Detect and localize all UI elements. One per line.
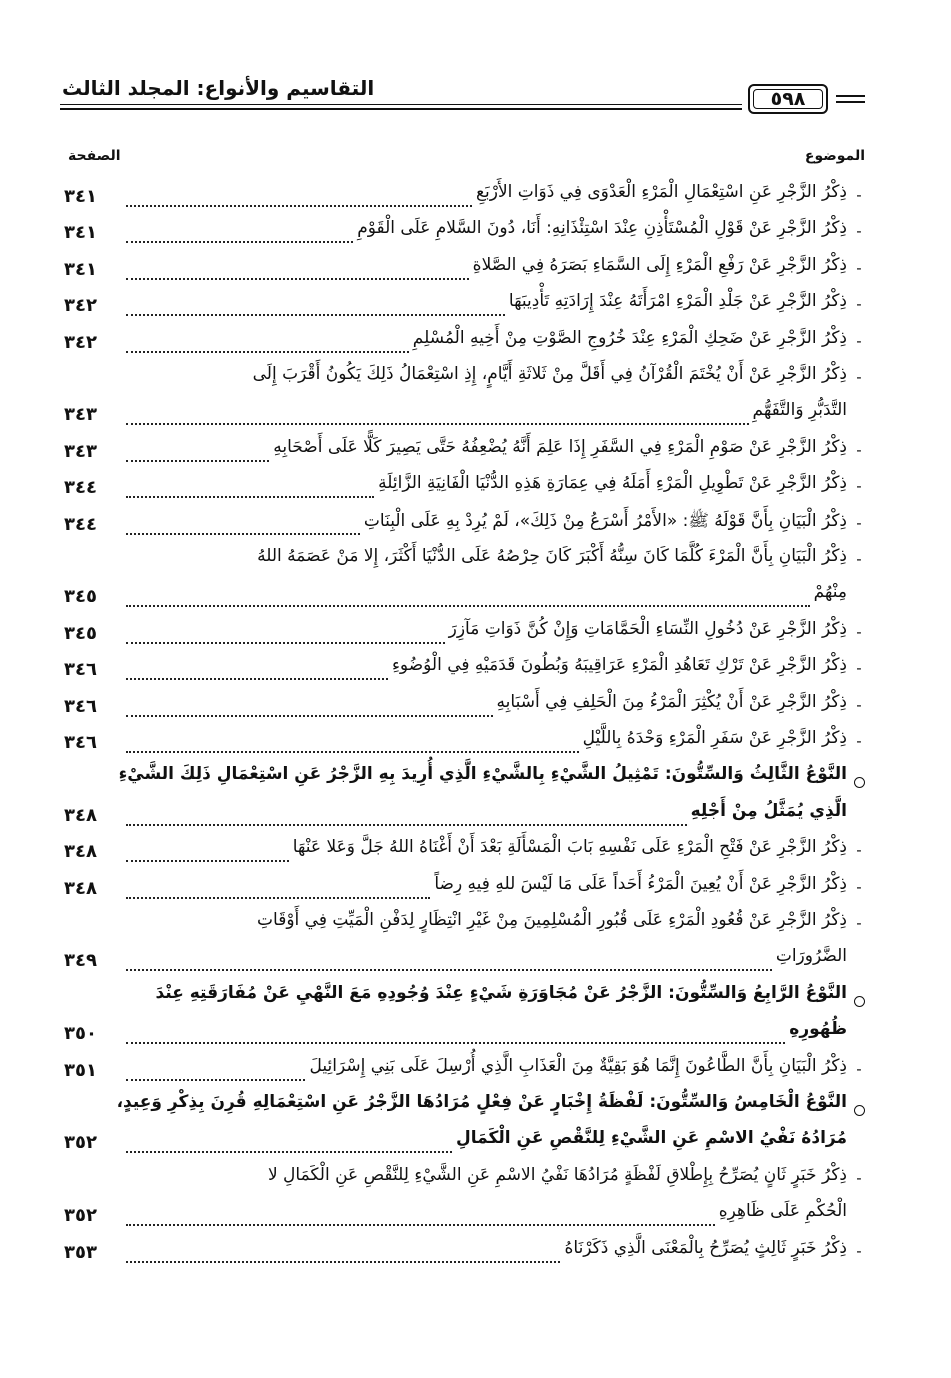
dot-leader xyxy=(126,751,579,753)
toc-entry xyxy=(60,182,865,218)
page-number-box xyxy=(748,84,828,114)
header-ornament-line-1 xyxy=(836,95,865,97)
toc-entry xyxy=(60,328,865,364)
dot-leader xyxy=(126,678,388,680)
entry-text: ذِكْرُ الزَّجْرِ عَنْ ضَحِكِ الْمَرْءِ عِنْدَ خُرُوجِ الصَّوْتِ مِنْ أَخِيهِ الْمُسْلِمِ xyxy=(412,327,847,348)
toc-entry xyxy=(60,1056,865,1092)
dot-leader xyxy=(126,1261,560,1263)
entry-text: ذِكْرُ خَبَرٍ ثَالِثٍ يُصَرِّحُ بِالْمَعْنَى الَّذِي ذَكَرْنَاهُ xyxy=(564,1237,847,1258)
entry-line xyxy=(122,1056,847,1089)
entry-dash-marker: - xyxy=(856,622,862,641)
entry-text: مِنْهُمْ xyxy=(813,582,847,603)
header-rule-thick xyxy=(60,108,742,110)
toc-entry xyxy=(60,837,865,873)
entry-page-number: ٣٥٠ xyxy=(64,1023,97,1045)
dot-leader xyxy=(126,1042,785,1044)
toc-entry xyxy=(60,728,865,764)
entry-line xyxy=(122,1019,847,1052)
column-heading-page: الصفحة xyxy=(68,148,121,164)
page-number: ٥٩٨ xyxy=(770,88,806,110)
dot-leader xyxy=(126,496,374,498)
entry-text: النَّوْعُ الرَّابِعُ وَالسِّتُّونَ: الزَّجْرُ عَنْ مُجَاوَرَةِ شَيْءٍ عِنْدَ وُجُودِهِ مَعَ النَّهْيِ عَنْ مُفَارَقَتِهِ عِنْدَ xyxy=(155,982,847,1003)
entry-dash-marker: - xyxy=(856,440,862,459)
dot-leader xyxy=(126,1151,452,1153)
entry-dash-marker: - xyxy=(856,732,862,750)
entry-text: ذِكْرُ الزَّجْرِ عَنْ أَنْ يُكْثِرَ الْمَرْءُ مِنَ الْحَلِفِ فِي أَسْبَابِهِ xyxy=(496,691,847,712)
entry-text: ذِكْرُ الزَّجْرِ عَنْ صَوْمِ الْمَرْءِ فِي السَّفَرِ إِذَا عَلِمَ أَنَّهُ يُضْعِفُهُ حَتَّى يَصِيرَ كَلًّا عَلَى أَصْحَابِهِ xyxy=(273,436,847,457)
entry-text: ذِكْرُ الزَّجْرِ عَنْ فَتْحِ الْمَرْءِ عَلَى نَفْسِهِ بَابَ الْمَسْأَلَةِ بَعْدَ أَنْ أَغْنَاهُ اللهُ جَلَّ وَعَلا عَنْهَا xyxy=(292,837,847,858)
entry-page-number: ٣٥٢ xyxy=(64,1132,97,1154)
toc-entry xyxy=(60,764,865,837)
running-header xyxy=(60,70,865,112)
entry-dash-marker: - xyxy=(856,914,862,932)
entry-page-number: ٣٤١ xyxy=(64,222,97,244)
entry-dash-marker: - xyxy=(856,477,862,496)
toc-entry xyxy=(60,655,865,691)
entry-line xyxy=(122,619,847,652)
column-heading-topic: الموضوع xyxy=(804,148,865,164)
entry-dash-marker: - xyxy=(856,659,862,678)
header-rule-thin xyxy=(60,104,742,105)
entry-text: ذِكْرُ الزَّجْرِ عَنْ دُخُولِ النِّسَاءِ الْحَمَّامَاتِ وَإِنْ كُنَّ ذَوَاتِ مَآزِرَ xyxy=(448,618,847,639)
dot-leader xyxy=(126,351,409,353)
entry-line xyxy=(60,983,847,1016)
dot-leader xyxy=(126,824,687,826)
dot-leader xyxy=(126,314,505,316)
toc-entry xyxy=(60,473,865,509)
entry-page-number: ٣٤٥ xyxy=(64,622,97,644)
entry-dash-marker: - xyxy=(856,1241,862,1260)
entry-line xyxy=(60,910,847,943)
entry-page-number: ٣٤٢ xyxy=(64,295,97,317)
toc-entry xyxy=(60,510,865,546)
toc-entry xyxy=(60,619,865,655)
entry-text: التَّدَبُّرِ وَالتَّفَهُّمِ xyxy=(752,400,847,421)
entry-text: ذِكْرُ الْبَيَانِ بِأَنَّ الْمَرْءَ كُلَّمَا كَانَ سِنُّهُ أَكْبَرَ كَانَ حِرْصُهُ عَلَى الدُّنْيَا أَكْثَرَ، إِلا مَنْ عَصَمَهُ اللهُ xyxy=(257,546,847,566)
entry-line xyxy=(122,328,847,361)
entry-line xyxy=(122,1201,847,1234)
entry-line xyxy=(122,1128,847,1161)
entry-text: ذِكْرُ الزَّجْرِ عَنْ أَنْ يُعِينَ الْمَرْءُ أَحَداً عَلَى مَا لَيْسَ للهِ فِيهِ رِضاً xyxy=(434,873,847,894)
entry-page-number: ٣٤٢ xyxy=(64,331,97,353)
entry-page-number: ٣٤٦ xyxy=(64,732,97,753)
toc-entry xyxy=(60,364,865,437)
entry-page-number: ٣٥١ xyxy=(64,1059,97,1081)
entry-page-number: ٣٥٢ xyxy=(64,1205,97,1227)
entry-page-number: ٣٤٦ xyxy=(64,659,97,681)
entry-dash-marker: - xyxy=(856,550,862,568)
header-title: التقاسيم والأنواع: المجلد الثالث xyxy=(62,76,375,100)
entry-line xyxy=(122,1238,847,1271)
toc-entry xyxy=(60,874,865,910)
toc-entry xyxy=(60,546,865,619)
entry-line xyxy=(122,437,847,470)
entry-page-number: ٣٤١ xyxy=(64,186,97,207)
dot-leader xyxy=(126,969,772,971)
dot-leader xyxy=(126,860,289,862)
entry-dash-marker: - xyxy=(856,331,862,350)
entry-text: ذِكْرُ الْبَيَانِ بِأَنَّ قَوْلَهُ ﷺ: «الأَمْرُ أَسْرَعُ مِنْ ذَلِكَ»، لَمْ يُرِدْ بِهِ عَلَى الْبِنَاتِ xyxy=(363,510,847,531)
toc-entry xyxy=(60,1092,865,1165)
entry-dash-marker: - xyxy=(856,222,862,241)
entry-text: الْحُكْمِ عَلَى ظَاهِرِهِ xyxy=(718,1201,847,1222)
entry-page-number: ٣٤١ xyxy=(64,258,97,280)
entry-page-number: ٣٤٣ xyxy=(64,404,97,426)
dot-leader xyxy=(126,642,445,644)
entry-line xyxy=(60,1165,847,1198)
entry-text: ذِكْرُ الزَّجْرِ عَنْ تَطْوِيلِ الْمَرْءِ أَمَلَهُ فِي عِمَارَةِ هَذِهِ الدُّنْيَا الْفَانِيَةِ الزَّائِلَةِ xyxy=(378,473,847,494)
entry-text: ذِكْرُ الزَّجْرِ عَنْ رَفْعِ الْمَرْءِ إِلَى السَّمَاءِ بَصَرَهُ فِي الصَّلاةِ xyxy=(472,254,847,275)
toc-entry xyxy=(60,1165,865,1238)
entry-page-number: ٣٤٨ xyxy=(64,841,97,863)
entry-page-number: ٣٤٨ xyxy=(64,804,97,826)
dot-leader xyxy=(126,241,353,243)
dot-leader xyxy=(126,460,269,462)
dot-leader xyxy=(126,715,493,717)
entry-line xyxy=(122,182,847,215)
entry-page-number: ٣٤٦ xyxy=(64,695,97,717)
entry-page-number: ٣٤٩ xyxy=(64,950,97,972)
header-ornament-line-2 xyxy=(836,101,865,103)
entry-line xyxy=(122,801,847,834)
toc-entry xyxy=(60,692,865,728)
entry-line xyxy=(122,837,847,870)
entry-line xyxy=(122,582,847,615)
entry-dash-marker: - xyxy=(856,1059,862,1078)
entry-dash-marker: - xyxy=(856,695,862,714)
dot-leader xyxy=(126,605,810,607)
entry-text: ذِكْرُ الزَّجْرِ عَنْ أَنْ يُخْتَمَ الْقُرْآنُ فِي أَقَلَّ مِنْ ثَلاثَةِ أَيَّامٍ، إِذِ اسْتِعْمَالُ ذَلِكَ يَكُونُ أَقْرَبَ إِلَى xyxy=(252,364,847,384)
entry-dash-marker: - xyxy=(856,295,862,314)
entry-text: ذِكْرُ خَبَرٍ ثَانٍ يُصَرِّحُ بِإِطْلاقِ لَفْظَةٍ مُرَادُهَا نَفْيُ الاسْمِ عَنِ الشَّيْءِ لِلنَّقْصِ عَنِ الْكَمَالِ لا xyxy=(267,1164,847,1185)
entry-text: ذِكْرُ الزَّجْرِ عَنْ جَلْدِ الْمَرْءِ امْرَأَتَهُ عِنْدَ إِرَادَتِهِ تَأْدِيبَهَا xyxy=(508,291,847,312)
dot-leader xyxy=(126,1224,715,1226)
entry-dash-marker: - xyxy=(856,1168,862,1187)
entry-line xyxy=(60,546,847,579)
dot-leader xyxy=(126,1079,305,1081)
entry-line xyxy=(122,400,847,433)
entry-page-number: ٣٥٣ xyxy=(64,1241,97,1263)
entry-text: ذِكْرُ الزَّجْرِ عَنْ قَوْلِ الْمُسْتَأْذِنِ عِنْدَ اسْتِئْذَانِهِ: أَنَا، دُونَ السَّلامِ عَلَى الْقَوْمِ xyxy=(357,218,847,239)
entry-page-number: ٣٤٣ xyxy=(64,440,97,462)
entry-page-number: ٣٤٥ xyxy=(64,586,97,608)
entry-line xyxy=(122,291,847,324)
entry-text: ذِكْرُ الزَّجْرِ عَنِ اسْتِعْمَالِ الْمَرْءِ الْعَدْوَى فِي ذَوَاتِ الأَرْبَعِ xyxy=(475,182,847,202)
entry-line xyxy=(122,692,847,725)
section-circle-icon xyxy=(854,1105,865,1116)
entry-text: الَّذِي يُمَثَّلُ مِنْ أَجْلِهِ xyxy=(690,800,847,821)
section-circle-icon xyxy=(854,996,865,1007)
entry-line xyxy=(122,874,847,907)
entry-line xyxy=(122,728,847,761)
entry-text: ذِكْرُ الزَّجْرِ عَنْ قُعُودِ الْمَرْءِ عَلَى قُبُورِ الْمُسْلِمِينَ مِنْ غَيْرِ انْتِظَارٍ لِدَفْنِ الْمَيِّتِ فِي أَوْقَاتِ xyxy=(257,910,847,930)
entry-line xyxy=(122,946,847,979)
entry-line xyxy=(60,1092,847,1125)
toc-entry xyxy=(60,437,865,473)
entry-text: ذِكْرُ الْبَيَانِ بِأَنَّ الطَّاعُونَ إِنَّمَا هُوَ بَقِيَّةٌ مِنَ الْعَذَابِ الَّذِي أُرْسِلَ عَلَى بَنِي إِسْرَائِيلَ xyxy=(309,1055,847,1076)
entry-page-number: ٣٤٨ xyxy=(64,877,97,899)
entry-text: ظُهُورِهِ xyxy=(789,1019,847,1040)
dot-leader xyxy=(126,278,469,280)
entry-text: ذِكْرُ الزَّجْرِ عَنْ تَرْكِ تَعَاهُدِ الْمَرْءِ عَرَاقِيبَهُ وَبُطُونَ قَدَمَيْهِ فِي الْوُضُوءِ xyxy=(391,655,847,676)
entry-dash-marker: - xyxy=(856,186,862,204)
entry-line xyxy=(60,764,847,797)
entry-line xyxy=(122,510,847,543)
entry-line xyxy=(122,218,847,251)
entry-dash-marker: - xyxy=(856,841,862,860)
toc-entry xyxy=(60,255,865,291)
toc-entry xyxy=(60,218,865,254)
book-page xyxy=(60,70,865,1340)
entry-page-number: ٣٤٤ xyxy=(64,477,97,499)
entry-text: النَّوْعُ الثَّالِثُ وَالسِّتُّونَ: تَمْثِيلُ الشَّيْءِ بِالشَّيْءِ الَّذِي أُرِيدَ بِهِ الزَّجْرُ عَنِ اسْتِعْمَالِ ذَلِكَ الشَّيْءِ xyxy=(118,764,847,785)
entry-text: مُرَادُهُ نَفْيُ الاسْمِ عَنِ الشَّيْءِ لِلنَّقْصِ عَنِ الْكَمَالِ xyxy=(455,1128,847,1149)
entry-line xyxy=(122,473,847,506)
entry-dash-marker: - xyxy=(856,258,862,277)
entry-dash-marker: - xyxy=(856,513,862,532)
toc-entry xyxy=(60,1238,865,1274)
toc-entry xyxy=(60,291,865,327)
entry-line xyxy=(60,364,847,397)
dot-leader xyxy=(126,205,472,207)
dot-leader xyxy=(126,897,430,899)
dot-leader xyxy=(126,533,360,535)
dot-leader xyxy=(126,423,749,425)
entry-text: الضَّرُورَاتِ xyxy=(775,946,847,967)
entry-line xyxy=(122,255,847,288)
toc-entry xyxy=(60,910,865,983)
entry-text: ذِكْرُ الزَّجْرِ عَنْ سَفَرِ الْمَرْءِ وَحْدَهُ بِاللَّيْلِ xyxy=(582,728,847,748)
section-circle-icon xyxy=(854,777,865,788)
entry-page-number: ٣٤٤ xyxy=(64,513,97,535)
toc-entry xyxy=(60,983,865,1056)
entry-dash-marker: - xyxy=(856,368,862,386)
entry-dash-marker: - xyxy=(856,877,862,896)
entry-line xyxy=(122,655,847,688)
entry-text: النَّوْعُ الْخَامِسُ وَالسِّتُّونَ: لَفْظَةُ إِخْبَارٍ عَنْ فِعْلٍ مُرَادُهَا الزَّجْرُ عَنِ اسْتِعْمَالِهِ قُرِنَ بِذِكْرِ وَعِيدٍ، xyxy=(116,1092,847,1112)
